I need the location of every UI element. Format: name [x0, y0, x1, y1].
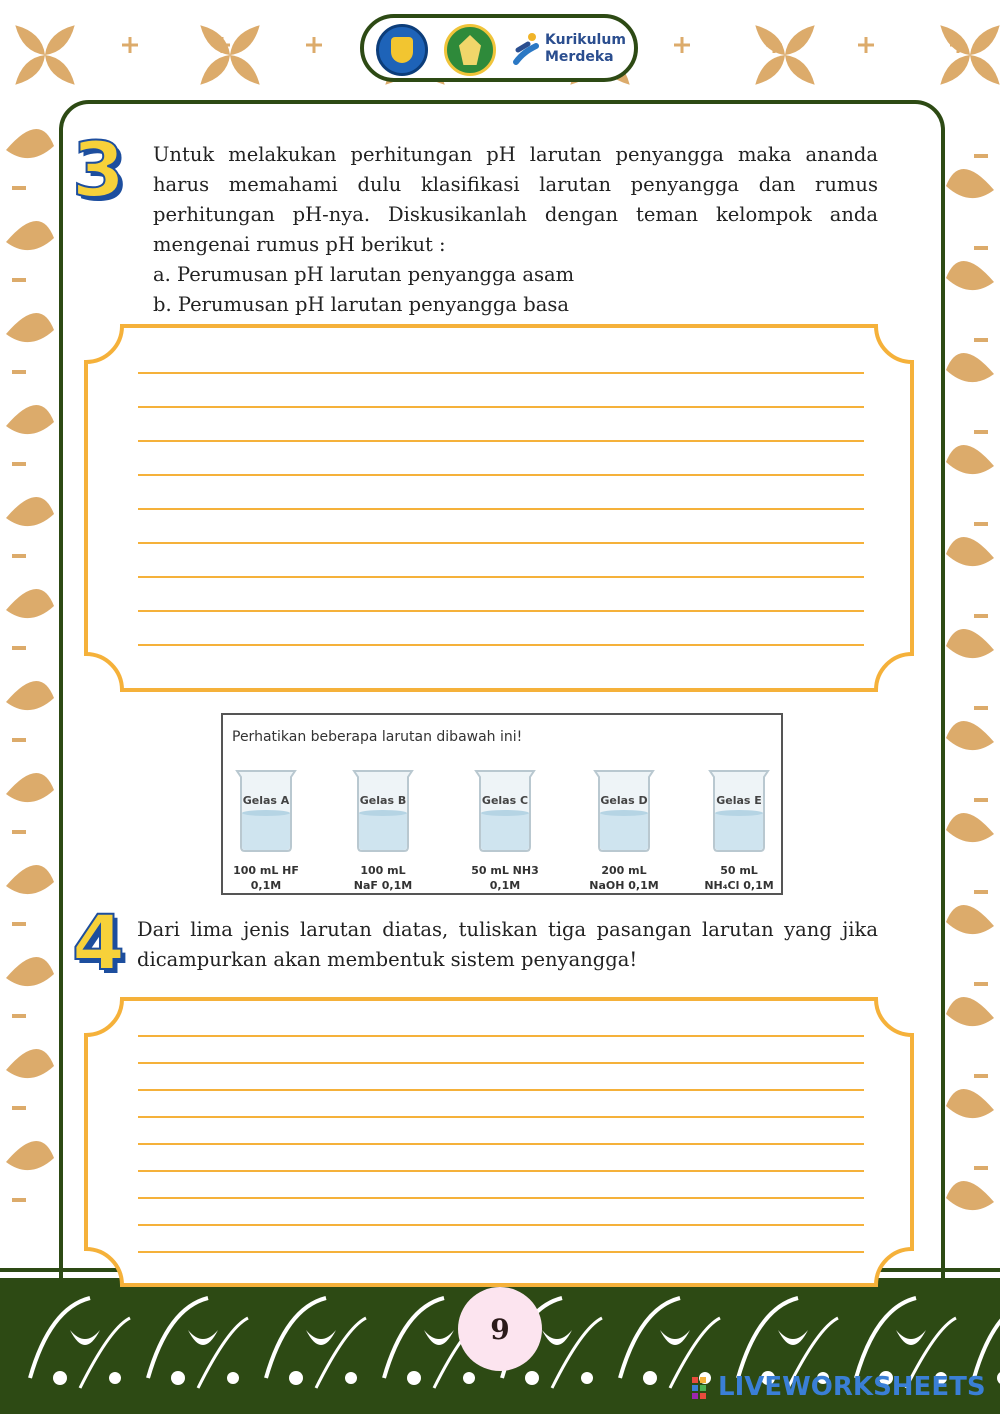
footer-dot [525, 1371, 539, 1385]
pattern-leaf [946, 169, 994, 198]
kurikulum-merdeka-mark-icon [512, 32, 542, 66]
beaker-caption: 100 mL HF 0,1M [233, 864, 299, 892]
pattern-dash [12, 278, 26, 282]
liveworksheets-logo-icon [692, 1377, 714, 1399]
kurikulum-merdeka-logo-text: Kurikulum Merdeka [545, 32, 626, 65]
pattern-dash [12, 186, 26, 190]
beaker-label: Gelas B [359, 794, 407, 807]
beaker-b [348, 769, 418, 853]
pattern-dash [12, 830, 26, 834]
pattern-leaf [6, 129, 54, 158]
pattern-dash [974, 982, 988, 986]
pattern-leaf [946, 1181, 994, 1210]
question-3-prompt: Untuk melakukan perhitungan pH larutan penyangga maka ananda harus memahami dulu klasifikasi larutan penyangga dan rumus perhitungan pH-nya. Diskusikanlah dengan teman kelompok anda mengenai rumus pH berikut : [153, 143, 878, 256]
pattern-dash [12, 1198, 26, 1202]
question-4-number: 4 [72, 898, 125, 987]
footer-dot [53, 1371, 67, 1385]
pattern-leaf [6, 681, 54, 710]
pattern-leaf [946, 813, 994, 842]
pattern-star [750, 20, 819, 89]
pattern-star [935, 20, 1000, 89]
pattern-dash [974, 798, 988, 802]
pattern-leaf [946, 537, 994, 566]
province-emblem-icon [444, 24, 496, 76]
beaker-caption: 50 mL NH3 0,1M [471, 864, 539, 892]
pattern-leaf [946, 905, 994, 934]
footer-dot [407, 1371, 421, 1385]
footer-dot [109, 1372, 121, 1384]
pattern-leaf [946, 721, 994, 750]
pattern-leaf [6, 865, 54, 894]
answer-box-border [86, 999, 912, 1285]
watermark: LIVEWORKSHEETS [718, 1372, 986, 1402]
pattern-dash [974, 1166, 988, 1170]
pattern-dash [12, 462, 26, 466]
solutions-figure [221, 713, 783, 895]
pattern-dash [12, 554, 26, 558]
footer-dot [171, 1371, 185, 1385]
pattern-plus [306, 37, 322, 53]
pattern-leaf [6, 221, 54, 250]
pattern-dash [974, 338, 988, 342]
pattern-dash [12, 738, 26, 742]
answer-box-question-4[interactable] [82, 995, 916, 1289]
question-3-item-a: a. Perumusan pH larutan penyangga asam [153, 263, 575, 286]
pattern-dash [12, 922, 26, 926]
footer-dot [345, 1372, 357, 1384]
pattern-star [195, 20, 264, 89]
beaker-label: Gelas A [242, 794, 290, 807]
pattern-dash [974, 154, 988, 158]
question-3-number: 3 [72, 125, 125, 214]
beaker-c [470, 769, 540, 853]
pattern-dash [974, 522, 988, 526]
footer-dot [227, 1372, 239, 1384]
beaker-label: Gelas C [481, 794, 529, 807]
pattern-leaf [946, 353, 994, 382]
pattern-star [10, 20, 79, 89]
pattern-dash [12, 370, 26, 374]
pattern-dash [12, 1014, 26, 1018]
pattern-dash [12, 646, 26, 650]
beaker-caption: 200 mL NaOH 0,1M [589, 864, 659, 892]
question-4-prompt: Dari lima jenis larutan diatas, tuliskan tiga pasangan larutan yang jika dicampurkan akan membentuk sistem penyangga! [137, 918, 878, 971]
pattern-leaf [6, 773, 54, 802]
pattern-leaf [946, 1089, 994, 1118]
pattern-dash [974, 890, 988, 894]
pattern-leaf [946, 261, 994, 290]
beaker-label: Gelas D [600, 794, 648, 807]
beaker-label: Gelas E [716, 794, 762, 807]
question-3-text [153, 140, 878, 320]
figure-title: Perhatikan beberapa larutan dibawah ini! [232, 729, 523, 745]
answer-box-question-3[interactable] [82, 322, 916, 694]
pattern-plus [122, 37, 138, 53]
beaker-e [704, 769, 774, 853]
pattern-leaf [946, 629, 994, 658]
beaker-caption: 50 mL NH₄Cl 0,1M [704, 864, 774, 892]
footer-dot [643, 1371, 657, 1385]
pattern-leaf [946, 997, 994, 1026]
pattern-leaf [6, 957, 54, 986]
footer-dot [581, 1372, 593, 1384]
question-4-text [137, 915, 878, 975]
pattern-leaf [6, 497, 54, 526]
beaker-d [589, 769, 659, 853]
kemdikbud-logo-icon [376, 24, 428, 76]
pattern-dash [974, 614, 988, 618]
question-3-item-b: b. Perumusan pH larutan penyangga basa [153, 293, 569, 316]
pattern-plus [858, 37, 874, 53]
beaker-a [231, 769, 301, 853]
footer-dot [463, 1372, 475, 1384]
pattern-dash [974, 1074, 988, 1078]
pattern-leaf [946, 445, 994, 474]
pattern-dash [974, 246, 988, 250]
pattern-dash [12, 1106, 26, 1110]
pattern-leaf [6, 313, 54, 342]
pattern-dash [974, 706, 988, 710]
beaker-caption: 100 mL NaF 0,1M [353, 864, 413, 892]
logo-header [360, 14, 638, 82]
page-number: 9 [458, 1287, 542, 1371]
pattern-leaf [6, 1141, 54, 1170]
pattern-dash [974, 430, 988, 434]
pattern-plus [674, 37, 690, 53]
pattern-leaf [6, 405, 54, 434]
pattern-leaf [6, 589, 54, 618]
pattern-leaf [6, 1049, 54, 1078]
footer-dot [289, 1371, 303, 1385]
